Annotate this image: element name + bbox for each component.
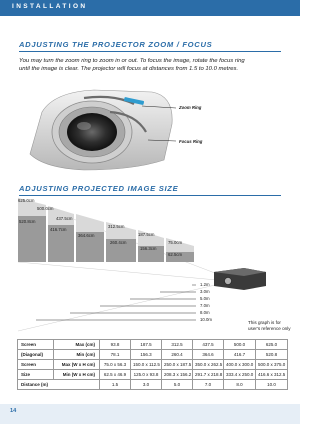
table-cell: 1.5 <box>100 380 131 390</box>
max-label-8m: 500.0cm <box>37 206 54 211</box>
min-label-3m: 156.3cm <box>140 246 157 251</box>
row-header: Distance (m) <box>18 380 100 390</box>
table-cell: 364.6 <box>193 350 224 360</box>
table-cell: 500.0 x 375.0 <box>256 360 288 370</box>
min-label-5m: 260.4cm <box>110 240 127 245</box>
table-row <box>18 380 288 390</box>
footer-bar <box>0 404 300 424</box>
table-cell: 10.0 <box>256 380 288 390</box>
projector-icon <box>214 268 266 290</box>
max-label-5m: 312.5cm <box>108 224 125 229</box>
size-section-title: ADJUSTING PROJECTED IMAGE SIZE <box>19 184 179 193</box>
row-subheader: Min (cm) <box>54 350 100 360</box>
table-cell: 350.0 x 262.5 <box>193 360 224 370</box>
table-cell: 62.5 x 46.9 <box>100 370 131 380</box>
section-header: INSTALLATION <box>12 3 88 10</box>
row-subheader: Max (cm) <box>54 340 100 350</box>
zoom-ring-label: Zoom Ring <box>179 105 202 110</box>
table-cell: 416.7 <box>224 350 256 360</box>
reference-note <box>248 320 291 332</box>
table-cell: 625.0 <box>256 340 288 350</box>
table-cell: 5.0 <box>162 380 193 390</box>
row-header: Size <box>18 370 54 380</box>
table-row <box>18 360 288 370</box>
row-header: Screen <box>18 360 54 370</box>
table-cell: 3.0 <box>131 380 162 390</box>
row-subheader: Max (W x H cm) <box>54 360 100 370</box>
table-cell: 520.8 <box>256 350 288 360</box>
table-cell: 125.0 x 93.8 <box>131 370 162 380</box>
distance-label-7m: 7.0m <box>200 303 210 308</box>
table-cell: 8.0 <box>224 380 256 390</box>
table-cell: 78.1 <box>100 350 131 360</box>
table-cell: 75.0 x 56.3 <box>100 360 131 370</box>
max-label-3m: 187.5cm <box>138 232 155 237</box>
table-body <box>18 340 288 390</box>
max-label-1-2m: 75.0cm <box>168 240 183 245</box>
zoom-instructions: You may turn the zoom ring to zoom in or out. To focus the image, rotate the focus ring until the image is clear. The projector will focus at distances from 1.5 to 10.0 metres. <box>19 58 245 72</box>
table-cell: 416.6 x 312.5 <box>256 370 288 380</box>
projection-table <box>17 339 288 390</box>
min-label-7m: 364.6cm <box>78 233 95 238</box>
min-label-8m: 416.7cm <box>50 227 67 232</box>
reference-note-line-2: user's reference only <box>248 326 291 331</box>
row-subheader: Min (W x H cm) <box>54 370 100 380</box>
distance-label-8m: 8.0m <box>200 310 210 315</box>
table-cell: 208.3 x 156.2 <box>162 370 193 380</box>
row-header: (Diagonal) <box>18 350 54 360</box>
table-cell: 437.5 <box>193 340 224 350</box>
table-cell: 400.0 x 300.0 <box>224 360 256 370</box>
distance-label-5m: 5.0m <box>200 296 210 301</box>
max-label-10m: 625.0cm <box>18 198 35 203</box>
table-row <box>18 340 288 350</box>
min-label-10m: 520.8cm <box>19 219 36 224</box>
table-cell: 500.0 <box>224 340 256 350</box>
table-cell: 260.4 <box>162 350 193 360</box>
table-cell: 150.0 x 112.5 <box>131 360 162 370</box>
table-cell: 156.3 <box>131 350 162 360</box>
zoom-section-title: ADJUSTING THE PROJECTOR ZOOM / FOCUS <box>19 40 213 49</box>
row-header: Screen <box>18 340 54 350</box>
distance-label-1-2m: 1.2m <box>200 282 210 287</box>
max-label-7m: 437.5cm <box>56 216 73 221</box>
table-cell: 250.0 x 187.5 <box>162 360 193 370</box>
min-label-1-2m: 62.5cm <box>168 252 183 257</box>
distance-label-3m: 3.0m <box>200 289 210 294</box>
table-row <box>18 370 288 380</box>
table-cell: 7.0 <box>193 380 224 390</box>
table-cell: 93.8 <box>100 340 131 350</box>
focus-ring-label: Focus Ring <box>179 139 203 144</box>
page-number: 14 <box>10 408 17 414</box>
table-cell: 187.5 <box>131 340 162 350</box>
distance-label-10m: 10.0m <box>200 317 212 322</box>
table-cell: 312.5 <box>162 340 193 350</box>
table-cell: 333.4 x 250.0 <box>224 370 256 380</box>
table-cell: 291.7 x 218.8 <box>193 370 224 380</box>
reference-note-line-1: This graph is for <box>248 320 281 325</box>
table-row <box>18 350 288 360</box>
